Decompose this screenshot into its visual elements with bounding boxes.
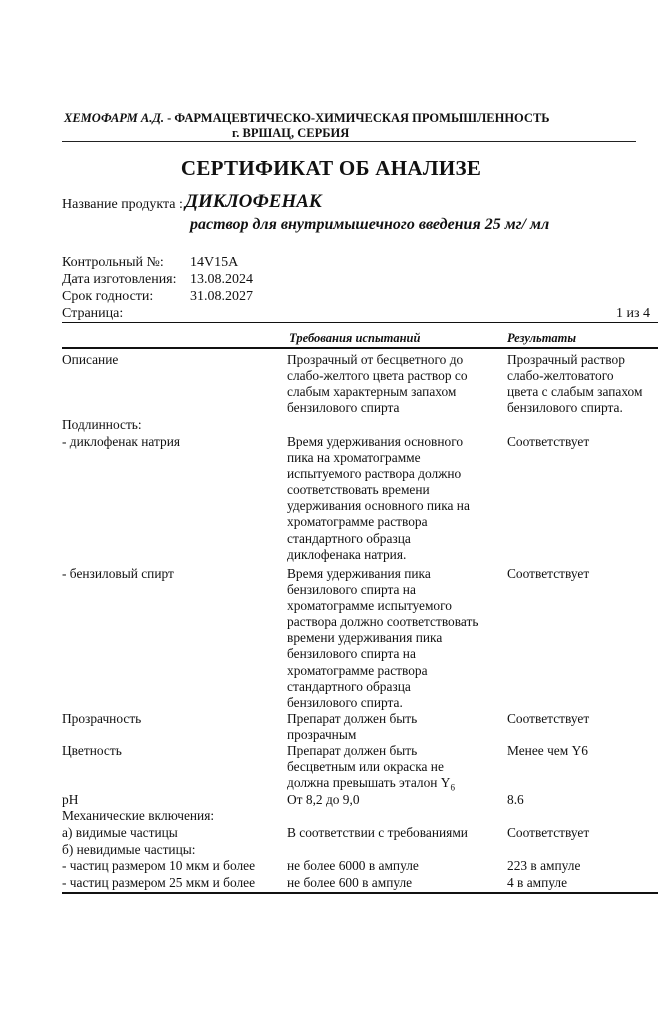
req-ph: От 8,2 до 9,0: [287, 792, 360, 807]
req-color: Препарат должен быть бесцветным или окраска не должна превышать эталон $Y_6$: [287, 743, 455, 793]
product-form: раствор для внутримышечного введения 25 мг/ мл: [190, 216, 550, 233]
row-label-particles-10: - частиц размером 10 мкм и более: [62, 858, 256, 873]
row-label-diclofenac: - диклофенак натрия: [62, 434, 181, 449]
product-label: Название продукта :: [62, 197, 183, 212]
mfg-date-label: Дата изготовления:: [62, 272, 177, 287]
result-color: Менее чем Y6: [507, 743, 588, 758]
result-clarity: Соответствует: [507, 711, 590, 726]
col-header-requirements: Требования испытаний: [289, 331, 421, 345]
result-benzyl: Соответствует: [507, 566, 590, 581]
result-description: Прозрачный раствор слабо-желтоватого цвета с слабым запахом бензилового спирта.: [507, 352, 643, 416]
mfg-date-value: 13.08.2024: [190, 272, 253, 287]
row-label-description: Описание: [62, 352, 119, 367]
product-name: ДИКЛОФЕНАК: [185, 191, 322, 212]
req-benzyl: Время удерживания пика бензилового спирта на хроматограмме испытуемого раствора должно соответствовать времени удерживания пика бензилового спирта на хроматограмме раствора стандартного образца бензилового спирта.: [287, 566, 479, 710]
company-location: г. ВРШАЦ, СЕРБИЯ: [232, 126, 350, 140]
row-label-mechanical: Механические включения:: [62, 808, 215, 823]
row-label-ph: pH: [62, 792, 79, 807]
col-header-results: Результаты: [507, 331, 577, 345]
result-particles-25: 4 в ампуле: [507, 875, 568, 890]
page-number: 1 из 4: [615, 306, 650, 321]
page-label: Страница:: [62, 306, 124, 321]
result-ph: 8.6: [507, 792, 524, 807]
row-label-particles-25: - частиц размером 25 мкм и более: [62, 875, 256, 890]
document-title: СЕРТИФИКАТ ОБ АНАЛИЗЕ: [180, 156, 482, 180]
company-name: ХЕМОФАРМ А.Д.: [64, 111, 164, 125]
row-label-identity: Подлинность:: [62, 417, 142, 432]
result-diclofenac: Соответствует: [507, 434, 590, 449]
row-label-visible: а) видимые частицы: [62, 825, 178, 840]
table-top-rule: [62, 322, 658, 323]
expiry-label: Срок годности:: [62, 289, 154, 304]
result-particles-10: 223 в ампуле: [507, 858, 581, 873]
row-label-color: Цветность: [62, 743, 122, 758]
expiry-value: 31.08.2027: [190, 289, 253, 304]
batch-value: 14V15A: [190, 255, 239, 270]
header-divider: [62, 141, 636, 142]
table-bottom-rule: [62, 892, 658, 894]
company-industry: - ФАРМАЦЕВТИЧЕСКО-ХИМИЧЕСКАЯ ПРОМЫШЛЕННОСТЬ: [164, 111, 550, 125]
req-diclofenac: Время удерживания основного пика на хроматограмме испытуемого раствора должно соответствовать времени удерживания основного пика на хроматограмме раствора стандартного образца диклофенака натрия.: [287, 434, 470, 562]
row-label-benzyl: - бензиловый спирт: [62, 566, 174, 581]
company-header: [64, 111, 550, 126]
req-clarity: Препарат должен быть прозрачным: [287, 711, 418, 743]
row-label-invisible: б) невидимые частицы:: [62, 842, 196, 857]
row-label-clarity: Прозрачность: [62, 711, 142, 726]
req-particles-10: не более 6000 в ампуле: [287, 858, 419, 873]
batch-label: Контрольный №:: [62, 255, 164, 270]
req-particles-25: не более 600 в ампуле: [287, 875, 413, 890]
req-description: Прозрачный от бесцветного до слабо-желтого цвета раствор со слабым характерным запахом бензилового спирта: [287, 352, 468, 416]
req-visible: В соответствии с требованиями: [287, 825, 468, 840]
table-header-rule: [62, 347, 658, 349]
result-visible: Соответствует: [507, 825, 590, 840]
